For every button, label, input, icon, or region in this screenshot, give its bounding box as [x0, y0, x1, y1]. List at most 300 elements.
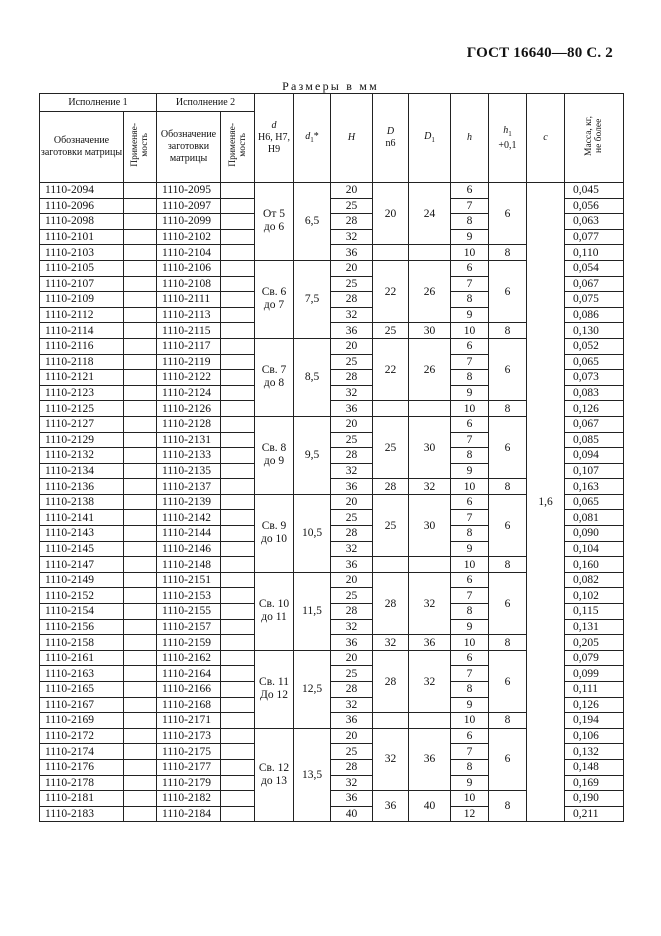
applicability-2 — [221, 463, 255, 479]
h-value: 9 — [451, 619, 489, 635]
code-execution-1: 1110-2176 — [40, 759, 124, 775]
h1-value: 8 — [489, 791, 527, 822]
h1-value: 8 — [489, 323, 527, 339]
H-value: 36 — [331, 245, 373, 261]
code-execution-1: 1110-2152 — [40, 588, 124, 604]
h-value: 8 — [451, 759, 489, 775]
d1-value: 9,5 — [294, 416, 331, 494]
code-execution-1: 1110-2114 — [40, 323, 124, 339]
h-value: 8 — [451, 682, 489, 698]
h1-value: 6 — [489, 572, 527, 634]
applicability-2 — [221, 588, 255, 604]
code-execution-1: 1110-2183 — [40, 806, 124, 822]
header-d1-mark: * — [313, 130, 319, 142]
mass-value: 0,045 — [565, 183, 624, 199]
h-value: 10 — [451, 791, 489, 807]
mass-value: 0,110 — [565, 245, 624, 261]
code-execution-1: 1110-2156 — [40, 619, 124, 635]
code-execution-1: 1110-2094 — [40, 183, 124, 199]
table-row — [40, 183, 624, 199]
h-value: 6 — [451, 494, 489, 510]
mass-value: 0,160 — [565, 557, 624, 573]
mass-value: 0,081 — [565, 510, 624, 526]
D-value: 32 — [373, 728, 409, 790]
H-value: 28 — [331, 682, 373, 698]
mass-value: 0,111 — [565, 682, 624, 698]
code-execution-1: 1110-2103 — [40, 245, 124, 261]
d-range: Св. 8 до 9 — [255, 416, 294, 494]
h-value: 7 — [451, 588, 489, 604]
code-execution-2: 1110-2111 — [157, 292, 221, 308]
H-value: 25 — [331, 666, 373, 682]
d-range: От 5 до 6 — [255, 183, 294, 261]
applicability-2 — [221, 494, 255, 510]
mass-value: 0,056 — [565, 198, 624, 214]
applicability-2 — [221, 338, 255, 354]
D-value: 28 — [373, 650, 409, 712]
h-value: 6 — [451, 416, 489, 432]
h-value: 10 — [451, 713, 489, 729]
mass-value: 0,163 — [565, 479, 624, 495]
applicability-1 — [124, 557, 157, 573]
D1-value: 36 — [409, 635, 451, 651]
D1-value: 30 — [409, 323, 451, 339]
mass-value: 0,107 — [565, 463, 624, 479]
h1-value: 6 — [489, 183, 527, 245]
code-execution-2: 1110-2162 — [157, 650, 221, 666]
h-value: 12 — [451, 806, 489, 822]
code-execution-1: 1110-2136 — [40, 479, 124, 495]
code-execution-2: 1110-2151 — [157, 572, 221, 588]
mass-value: 0,148 — [565, 759, 624, 775]
h-value: 8 — [451, 448, 489, 464]
applicability-1 — [124, 713, 157, 729]
D1-value — [409, 557, 451, 573]
header-h1 — [489, 94, 527, 183]
code-execution-1: 1110-2132 — [40, 448, 124, 464]
mass-value: 0,085 — [565, 432, 624, 448]
D1-value: 40 — [409, 791, 451, 822]
mass-value: 0,102 — [565, 588, 624, 604]
code-execution-2: 1110-2157 — [157, 619, 221, 635]
applicability-1 — [124, 650, 157, 666]
H-value: 28 — [331, 292, 373, 308]
code-execution-2: 1110-2142 — [157, 510, 221, 526]
h-value: 10 — [451, 245, 489, 261]
h-value: 9 — [451, 385, 489, 401]
D1-value: 32 — [409, 650, 451, 712]
applicability-2 — [221, 666, 255, 682]
applicability-1 — [124, 401, 157, 417]
mass-value: 0,126 — [565, 697, 624, 713]
H-value: 20 — [331, 728, 373, 744]
applicability-2 — [221, 526, 255, 542]
applicability-1 — [124, 791, 157, 807]
header-applicability-2-text: Применяе- мость — [227, 123, 248, 167]
h1-value: 6 — [489, 494, 527, 556]
applicability-1 — [124, 214, 157, 230]
applicability-2 — [221, 292, 255, 308]
H-value: 36 — [331, 479, 373, 495]
D1-value: 30 — [409, 494, 451, 556]
code-execution-2: 1110-2097 — [157, 198, 221, 214]
applicability-2 — [221, 510, 255, 526]
code-execution-2: 1110-2175 — [157, 744, 221, 760]
code-execution-1: 1110-2138 — [40, 494, 124, 510]
applicability-1 — [124, 229, 157, 245]
mass-value: 0,075 — [565, 292, 624, 308]
applicability-1 — [124, 697, 157, 713]
h-value: 9 — [451, 463, 489, 479]
code-execution-1: 1110-2161 — [40, 650, 124, 666]
header-h1-symbol: h — [503, 124, 509, 136]
header-designation-2: Обозначение заготовки матрицы — [157, 112, 221, 183]
applicability-2 — [221, 370, 255, 386]
mass-value: 0,077 — [565, 229, 624, 245]
applicability-1 — [124, 323, 157, 339]
D1-value — [409, 401, 451, 417]
code-execution-1: 1110-2134 — [40, 463, 124, 479]
d-range: Св. 12 до 13 — [255, 728, 294, 822]
code-execution-2: 1110-2117 — [157, 338, 221, 354]
mass-value: 0,086 — [565, 307, 624, 323]
applicability-1 — [124, 619, 157, 635]
mass-value: 0,067 — [565, 276, 624, 292]
table-caption: Размеры в мм — [282, 79, 379, 93]
code-execution-2: 1110-2179 — [157, 775, 221, 791]
h-value: 6 — [451, 650, 489, 666]
h-value: 8 — [451, 292, 489, 308]
applicability-1 — [124, 416, 157, 432]
H-value: 20 — [331, 260, 373, 276]
applicability-2 — [221, 744, 255, 760]
D1-value: 30 — [409, 416, 451, 478]
H-value: 20 — [331, 416, 373, 432]
D-value: 22 — [373, 260, 409, 322]
applicability-1 — [124, 744, 157, 760]
H-value: 20 — [331, 572, 373, 588]
applicability-2 — [221, 183, 255, 199]
header-h1-tolerance: +0,1 — [498, 139, 517, 151]
mass-value: 0,132 — [565, 744, 624, 760]
h-value: 8 — [451, 604, 489, 620]
applicability-1 — [124, 385, 157, 401]
code-execution-2: 1110-2166 — [157, 682, 221, 698]
H-value: 32 — [331, 541, 373, 557]
applicability-2 — [221, 775, 255, 791]
code-execution-1: 1110-2147 — [40, 557, 124, 573]
code-execution-2: 1110-2131 — [157, 432, 221, 448]
d-range: Св. 6 до 7 — [255, 260, 294, 338]
mass-value: 0,205 — [565, 635, 624, 651]
applicability-1 — [124, 759, 157, 775]
applicability-1 — [124, 479, 157, 495]
header-mass — [565, 94, 624, 183]
D1-value: 32 — [409, 479, 451, 495]
mass-value: 0,065 — [565, 494, 624, 510]
H-value: 28 — [331, 526, 373, 542]
applicability-2 — [221, 307, 255, 323]
applicability-1 — [124, 604, 157, 620]
code-execution-2: 1110-2108 — [157, 276, 221, 292]
D-value: 28 — [373, 479, 409, 495]
header-d1-symbol: d — [305, 130, 311, 142]
applicability-2 — [221, 791, 255, 807]
code-execution-2: 1110-2106 — [157, 260, 221, 276]
code-execution-1: 1110-2145 — [40, 541, 124, 557]
H-value: 36 — [331, 713, 373, 729]
D1-value: 26 — [409, 260, 451, 322]
H-value: 36 — [331, 323, 373, 339]
header-D-tolerance: n6 — [385, 138, 396, 149]
applicability-1 — [124, 806, 157, 822]
H-value: 25 — [331, 588, 373, 604]
applicability-2 — [221, 385, 255, 401]
code-execution-1: 1110-2163 — [40, 666, 124, 682]
applicability-2 — [221, 276, 255, 292]
applicability-1 — [124, 260, 157, 276]
applicability-1 — [124, 588, 157, 604]
h-value: 8 — [451, 214, 489, 230]
c-value: 1,6 — [527, 183, 565, 822]
mass-value: 0,104 — [565, 541, 624, 557]
code-execution-2: 1110-2113 — [157, 307, 221, 323]
header-execution-1: Исполнение 1 — [40, 94, 157, 112]
header-d-tolerance: H6, H7, H9 — [258, 132, 290, 155]
applicability-1 — [124, 198, 157, 214]
code-execution-1: 1110-2109 — [40, 292, 124, 308]
h1-value: 8 — [489, 401, 527, 417]
code-execution-2: 1110-2104 — [157, 245, 221, 261]
header-d1 — [294, 94, 331, 183]
H-value: 36 — [331, 557, 373, 573]
mass-value: 0,130 — [565, 323, 624, 339]
h-value: 9 — [451, 541, 489, 557]
code-execution-2: 1110-2124 — [157, 385, 221, 401]
H-value: 36 — [331, 401, 373, 417]
applicability-2 — [221, 448, 255, 464]
D1-value: 26 — [409, 338, 451, 400]
applicability-1 — [124, 370, 157, 386]
h-value: 6 — [451, 728, 489, 744]
applicability-1 — [124, 526, 157, 542]
applicability-1 — [124, 541, 157, 557]
applicability-2 — [221, 229, 255, 245]
applicability-1 — [124, 463, 157, 479]
code-execution-2: 1110-2115 — [157, 323, 221, 339]
h-value: 9 — [451, 307, 489, 323]
h-value: 6 — [451, 572, 489, 588]
h1-value: 8 — [489, 479, 527, 495]
mass-value: 0,194 — [565, 713, 624, 729]
mass-value: 0,052 — [565, 338, 624, 354]
H-value: 25 — [331, 198, 373, 214]
dimensions-table — [39, 93, 624, 822]
h1-value: 6 — [489, 260, 527, 322]
page-header: ГОСТ 16640—80 С. 2 — [466, 45, 613, 61]
code-execution-2: 1110-2122 — [157, 370, 221, 386]
header-D1-sub: 1 — [431, 135, 435, 144]
d1-value: 11,5 — [294, 572, 331, 650]
D-value — [373, 713, 409, 729]
applicability-2 — [221, 214, 255, 230]
D-value: 20 — [373, 183, 409, 245]
code-execution-2: 1110-2182 — [157, 791, 221, 807]
D1-value: 36 — [409, 728, 451, 790]
h-value: 7 — [451, 666, 489, 682]
applicability-2 — [221, 245, 255, 261]
code-execution-2: 1110-2095 — [157, 183, 221, 199]
code-execution-1: 1110-2101 — [40, 229, 124, 245]
header-d — [255, 94, 294, 183]
h-value: 10 — [451, 557, 489, 573]
header-H: H — [331, 94, 373, 183]
applicability-1 — [124, 448, 157, 464]
applicability-2 — [221, 635, 255, 651]
h-value: 6 — [451, 338, 489, 354]
h-value: 7 — [451, 744, 489, 760]
mass-value: 0,131 — [565, 619, 624, 635]
code-execution-1: 1110-2181 — [40, 791, 124, 807]
code-execution-1: 1110-2167 — [40, 697, 124, 713]
code-execution-2: 1110-2168 — [157, 697, 221, 713]
applicability-1 — [124, 728, 157, 744]
mass-value: 0,169 — [565, 775, 624, 791]
applicability-2 — [221, 806, 255, 822]
D1-value — [409, 245, 451, 261]
code-execution-2: 1110-2137 — [157, 479, 221, 495]
applicability-1 — [124, 307, 157, 323]
code-execution-2: 1110-2173 — [157, 728, 221, 744]
code-execution-1: 1110-2118 — [40, 354, 124, 370]
code-execution-2: 1110-2135 — [157, 463, 221, 479]
code-execution-1: 1110-2123 — [40, 385, 124, 401]
code-execution-1: 1110-2143 — [40, 526, 124, 542]
applicability-2 — [221, 619, 255, 635]
header-D1-symbol: D — [424, 130, 432, 142]
code-execution-1: 1110-2125 — [40, 401, 124, 417]
applicability-2 — [221, 198, 255, 214]
H-value: 32 — [331, 307, 373, 323]
table-body — [40, 183, 624, 822]
H-value: 32 — [331, 619, 373, 635]
code-execution-2: 1110-2171 — [157, 713, 221, 729]
code-execution-2: 1110-2155 — [157, 604, 221, 620]
H-value: 40 — [331, 806, 373, 822]
mass-value: 0,090 — [565, 526, 624, 542]
H-value: 32 — [331, 385, 373, 401]
H-value: 28 — [331, 448, 373, 464]
code-execution-1: 1110-2174 — [40, 744, 124, 760]
code-execution-2: 1110-2119 — [157, 354, 221, 370]
applicability-1 — [124, 510, 157, 526]
header-D — [373, 94, 409, 183]
H-value: 36 — [331, 635, 373, 651]
D-value — [373, 245, 409, 261]
H-value: 32 — [331, 697, 373, 713]
h-value: 10 — [451, 401, 489, 417]
applicability-2 — [221, 572, 255, 588]
d-range: Св. 10 до 11 — [255, 572, 294, 650]
code-execution-1: 1110-2105 — [40, 260, 124, 276]
applicability-1 — [124, 276, 157, 292]
applicability-1 — [124, 682, 157, 698]
d1-value: 10,5 — [294, 494, 331, 572]
D-value: 25 — [373, 416, 409, 478]
h1-value: 6 — [489, 728, 527, 790]
h1-value: 8 — [489, 635, 527, 651]
applicability-1 — [124, 666, 157, 682]
applicability-1 — [124, 245, 157, 261]
D-value: 32 — [373, 635, 409, 651]
code-execution-1: 1110-2178 — [40, 775, 124, 791]
code-execution-2: 1110-2159 — [157, 635, 221, 651]
H-value: 20 — [331, 183, 373, 199]
D-value: 28 — [373, 572, 409, 634]
D-value: 25 — [373, 323, 409, 339]
code-execution-2: 1110-2153 — [157, 588, 221, 604]
H-value: 25 — [331, 432, 373, 448]
code-execution-2: 1110-2148 — [157, 557, 221, 573]
D-value: 36 — [373, 791, 409, 822]
D1-value — [409, 713, 451, 729]
h1-value: 8 — [489, 557, 527, 573]
H-value: 25 — [331, 744, 373, 760]
applicability-1 — [124, 432, 157, 448]
h1-value: 8 — [489, 713, 527, 729]
H-value: 32 — [331, 463, 373, 479]
h-value: 7 — [451, 198, 489, 214]
header-h: h — [451, 94, 489, 183]
mass-value: 0,067 — [565, 416, 624, 432]
header-d1-sub: 1 — [310, 135, 314, 144]
mass-value: 0,063 — [565, 214, 624, 230]
h-value: 6 — [451, 183, 489, 199]
H-value: 28 — [331, 604, 373, 620]
D-value — [373, 401, 409, 417]
h-value: 7 — [451, 510, 489, 526]
h-value: 10 — [451, 635, 489, 651]
applicability-2 — [221, 697, 255, 713]
code-execution-1: 1110-2154 — [40, 604, 124, 620]
code-execution-1: 1110-2116 — [40, 338, 124, 354]
h1-value: 8 — [489, 245, 527, 261]
h-value: 6 — [451, 260, 489, 276]
mass-value: 0,094 — [565, 448, 624, 464]
applicability-1 — [124, 354, 157, 370]
code-execution-2: 1110-2144 — [157, 526, 221, 542]
mass-value: 0,065 — [565, 354, 624, 370]
header-applicability-2 — [221, 112, 255, 183]
code-execution-2: 1110-2099 — [157, 214, 221, 230]
code-execution-1: 1110-2112 — [40, 307, 124, 323]
H-value: 25 — [331, 354, 373, 370]
H-value: 36 — [331, 791, 373, 807]
mass-value: 0,082 — [565, 572, 624, 588]
code-execution-2: 1110-2126 — [157, 401, 221, 417]
applicability-2 — [221, 728, 255, 744]
code-execution-2: 1110-2146 — [157, 541, 221, 557]
code-execution-1: 1110-2096 — [40, 198, 124, 214]
h-value: 7 — [451, 354, 489, 370]
code-execution-2: 1110-2102 — [157, 229, 221, 245]
code-execution-1: 1110-2098 — [40, 214, 124, 230]
h-value: 9 — [451, 229, 489, 245]
code-execution-1: 1110-2158 — [40, 635, 124, 651]
H-value: 25 — [331, 276, 373, 292]
applicability-1 — [124, 635, 157, 651]
header-h1-sub: 1 — [508, 129, 512, 138]
